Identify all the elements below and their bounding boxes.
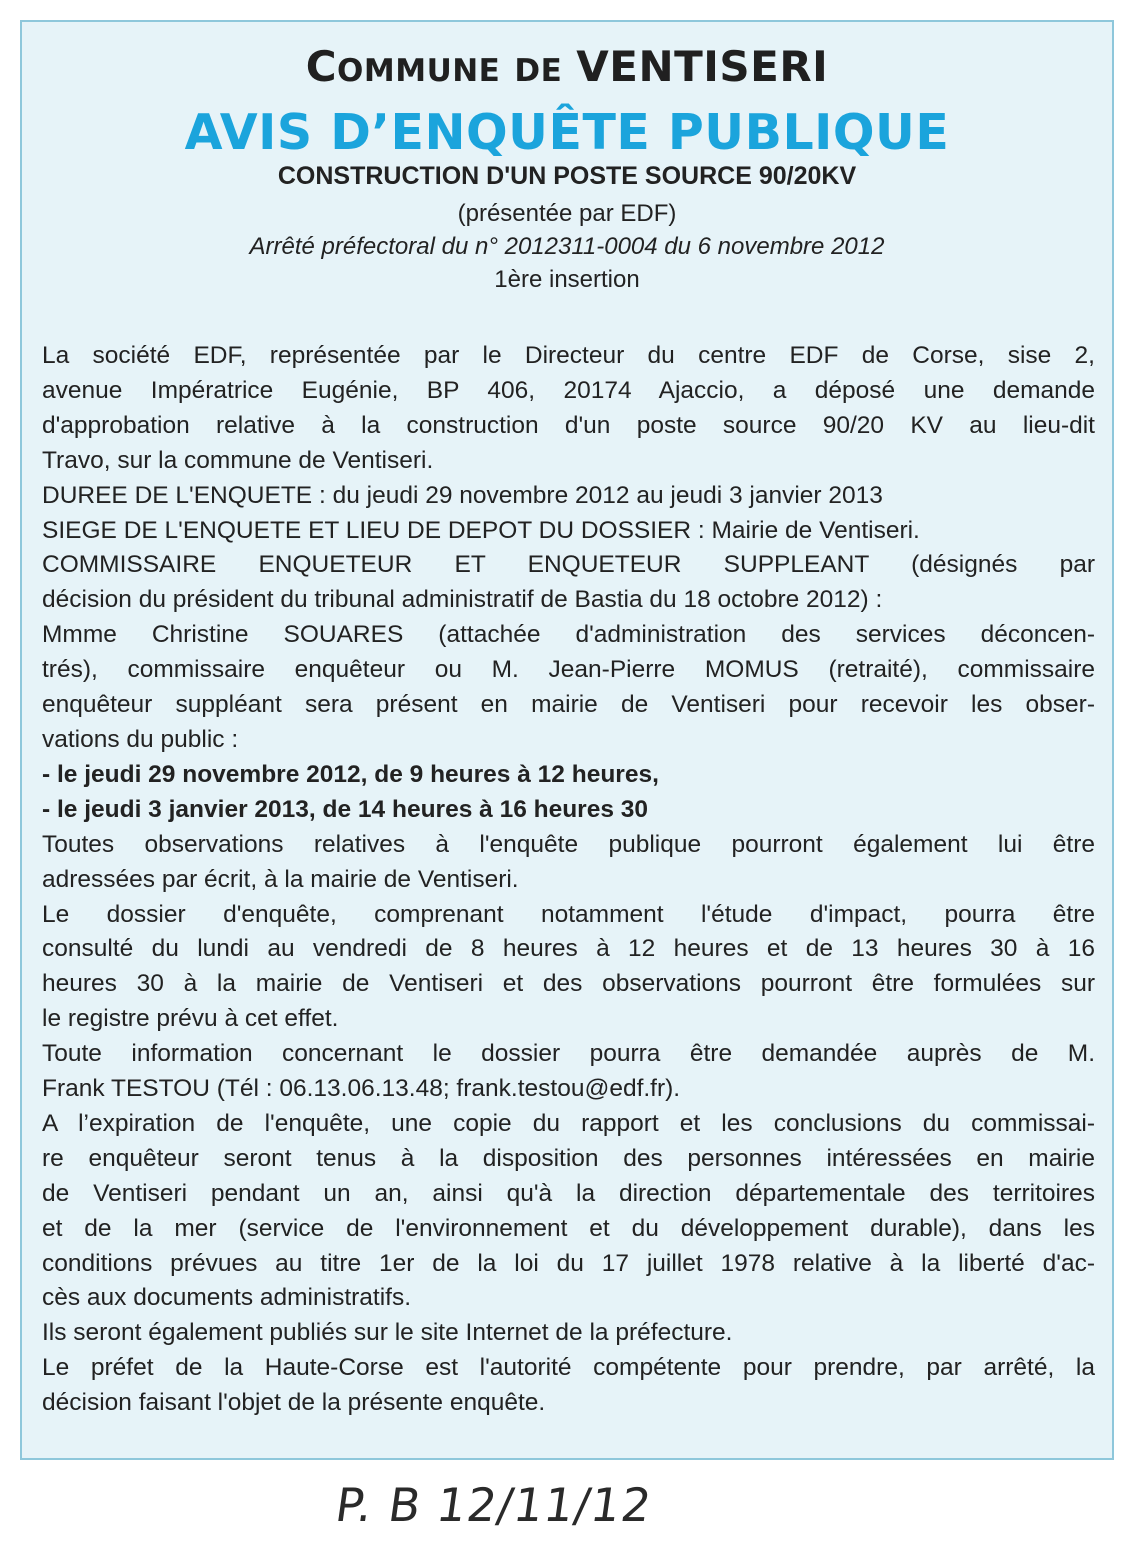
body-line: A l’expiration de l'enquête, une copie du rapport et les conclusions du commissai- [42, 1109, 1095, 1137]
body-line: heures 30 à la mairie de Ventiseri et des observations pourront être formulées sur [42, 970, 1095, 998]
body-line: La société EDF, représentée par le Directeur du centre EDF de Corse, sise 2, [42, 342, 1095, 369]
body-line: COMMISSAIRE ENQUETEUR ET ENQUETEUR SUPPLEANT (désignés par [42, 551, 1095, 579]
body-line: Toutes observations relatives à l'enquête publique pourront également lui être [42, 830, 1095, 858]
body-line: enquêteur suppléant sera présent en mairie de Ventiseri pour recevoir les obser- [42, 691, 1095, 719]
body-line: Toute information concernant le dossier pourra être demandée auprès de M. [42, 1040, 1095, 1068]
body-line: de Ventiseri pendant un an, ainsi qu'à la direction départementale des territoires [42, 1179, 1095, 1207]
commune-heading [22, 42, 1112, 91]
insertion-label: 1ère insertion [494, 266, 640, 293]
commune-initial: C [305, 42, 338, 91]
body-line: Le dossier d'enquête, comprenant notamment l'étude d'impact, pourra être [42, 900, 1095, 928]
commune-de: DE [514, 53, 563, 89]
public-notice [20, 20, 1114, 1460]
body-line: et de la mer (service de l'environnement et du développement durable), dans les [42, 1214, 1095, 1242]
body-line: avenue Impératrice Eugénie, BP 406, 20174 Ajaccio, a déposé une demande [42, 376, 1095, 404]
prefectoral-decree: Arrêté préfectoral du n° 2012311-0004 du 6 novembre 2012 [249, 233, 885, 260]
body-line: Mmme Christine SOUARES (attachée d'administration des services déconcen- [42, 621, 1095, 649]
body-line: vations du public : [42, 725, 239, 753]
schedule-line: - le jeudi 29 novembre 2012, de 9 heures à 12 heures, [42, 760, 659, 788]
body-line: consulté du lundi au vendredi de 8 heures à 12 heures et de 13 heures 30 à 16 [42, 935, 1095, 963]
commune-name: VENTISERI [576, 42, 829, 91]
body-line: décision faisant l'objet de la présente enquête. [42, 1389, 546, 1417]
body-line: Travo, sur la commune de Ventiseri. [42, 446, 434, 474]
body-line: d'approbation relative à la construction d'un poste source 90/20 KV au lieu-dit [42, 411, 1095, 439]
schedule-line: - le jeudi 3 janvier 2013, de 14 heures à 16 heures 30 [42, 795, 649, 823]
commune-word: OMMUNE [337, 53, 501, 89]
body-line: Ils seront également publiés sur le site Internet de la préfecture. [42, 1319, 733, 1347]
body-line: re enquêteur seront tenus à la disposition des personnes intéressées en mairie [42, 1144, 1095, 1172]
notice-body [42, 339, 1095, 1421]
handwritten-date-note: P. B 12/11/12 [332, 1478, 656, 1532]
notice-title: AVIS D’ENQUÊTE PUBLIQUE [184, 104, 950, 161]
presented-by: (présentée par EDF) [457, 200, 677, 227]
body-line: cès aux documents administratifs. [42, 1284, 412, 1312]
body-line: DUREE DE L'ENQUETE : du jeudi 29 novembre 2012 au jeudi 3 janvier 2013 [42, 481, 883, 509]
body-line: SIEGE DE L'ENQUETE ET LIEU DE DEPOT DU DOSSIER : Mairie de Ventiseri. [42, 516, 920, 544]
body-line: le registre prévu à cet effet. [42, 1005, 339, 1033]
notice-subtitle: CONSTRUCTION D'UN POSTE SOURCE 90/20KV [277, 162, 857, 190]
body-line: conditions prévues au titre 1er de la loi du 17 juillet 1978 relative à la liberté d'ac- [42, 1249, 1095, 1277]
body-line: adressées par écrit, à la mairie de Ventiseri. [42, 865, 519, 893]
body-line: Frank TESTOU (Tél : 06.13.06.13.48; frank.testou@edf.fr). [42, 1075, 681, 1103]
body-line: trés), commissaire enquêteur ou M. Jean-Pierre MOMUS (retraité), commissaire [42, 656, 1095, 684]
body-line: Le préfet de la Haute-Corse est l'autorité compétente pour prendre, par arrêté, la [42, 1354, 1095, 1382]
body-line: décision du président du tribunal administratif de Bastia du 18 octobre 2012) : [42, 586, 883, 614]
